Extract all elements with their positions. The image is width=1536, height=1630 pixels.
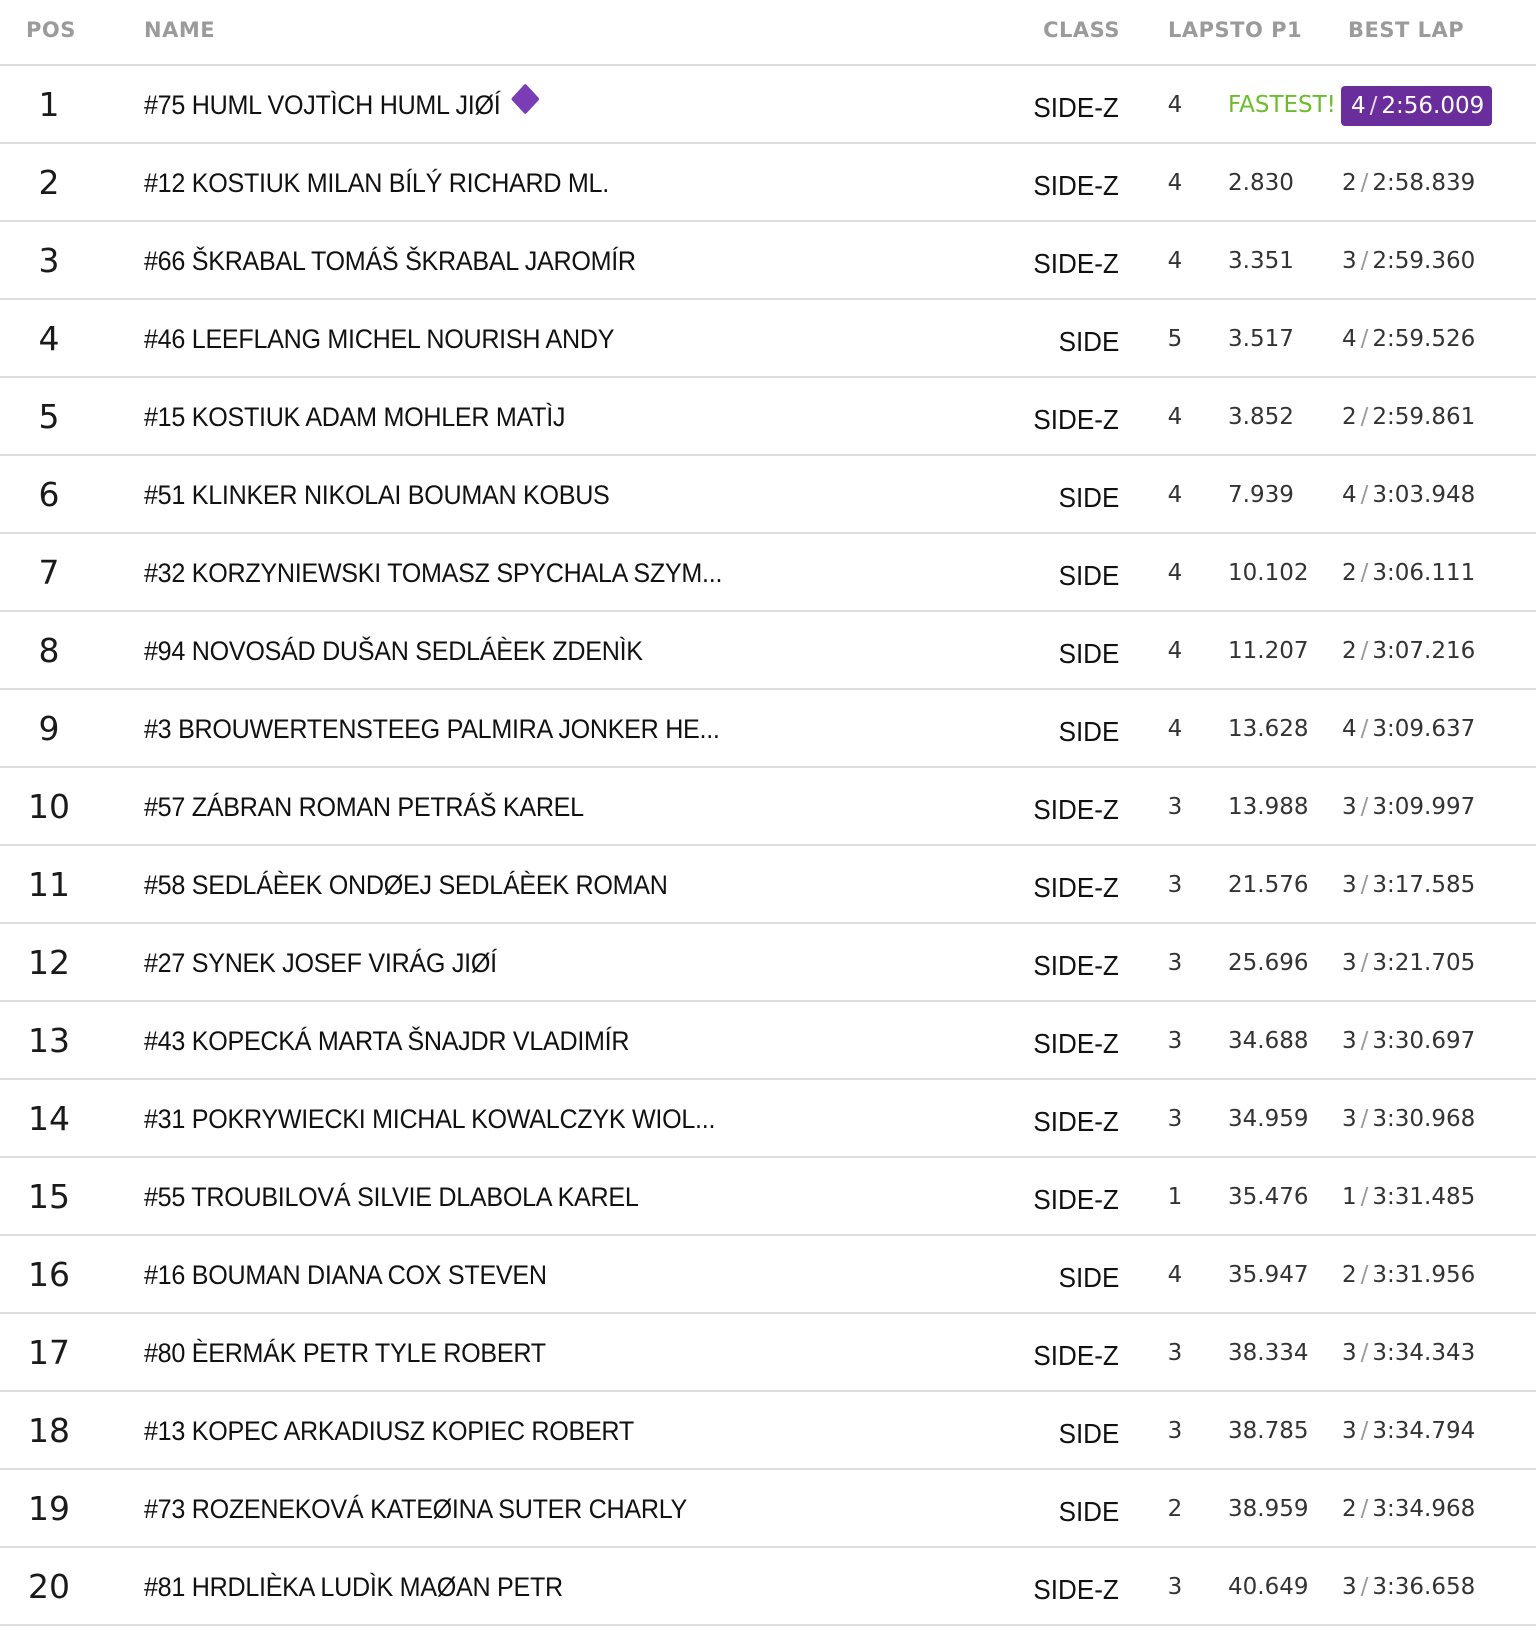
laps: 4 [1167,404,1183,430]
table-row[interactable] [0,1080,1536,1158]
laps: 3 [1167,1418,1183,1444]
gap-to-p1: 35.947 [1228,1262,1309,1288]
header-best-lap[interactable]: BEST LAP [1348,18,1465,42]
best-lap [1342,1470,1475,1546]
position: 14 [28,1099,70,1138]
table-row[interactable] [0,1236,1536,1314]
best-lap-time: 3:17.585 [1372,872,1476,898]
rider-name[interactable] [144,1548,563,1624]
best-lap-number: 2 [1342,560,1357,586]
best-lap [1342,1392,1475,1468]
rider-name[interactable] [144,1158,639,1234]
gap-to-p1: 38.785 [1228,1418,1309,1444]
laps: 3 [1167,1574,1183,1600]
position: 11 [28,865,70,904]
position: 7 [38,553,60,592]
best-lap-time: 3:30.697 [1372,1028,1476,1054]
best-lap-separator: / [1360,1574,1369,1600]
rider-name[interactable] [144,456,610,532]
table-row[interactable] [0,924,1536,1002]
laps: 4 [1167,92,1183,118]
best-lap-number: 3 [1342,1418,1357,1444]
best-lap-time: 3:03.948 [1372,482,1476,508]
position: 15 [28,1177,70,1216]
best-lap-time: 3:21.705 [1372,950,1476,976]
position: 18 [28,1411,70,1450]
laps: 5 [1167,326,1183,352]
position: 8 [38,631,60,670]
best-lap-number: 3 [1342,872,1357,898]
rider-name-text: #32 KORZYNIEWSKI TOMASZ SPYCHALA SZYM... [144,558,723,588]
rider-name[interactable] [144,690,720,766]
best-lap-separator: / [1360,1340,1369,1366]
best-lap-time: 3:30.968 [1372,1106,1476,1132]
rider-name[interactable] [144,612,643,688]
position: 5 [38,397,60,436]
best-lap-separator: / [1360,872,1369,898]
best-lap-number: 1 [1342,1184,1357,1210]
best-lap-time: 2:59.360 [1372,248,1476,274]
best-lap [1342,144,1475,220]
position: 10 [28,787,70,826]
class: SIDE-Z [1033,1184,1119,1215]
best-lap-time: 3:31.485 [1372,1184,1476,1210]
best-lap [1342,1002,1475,1078]
table-body [0,66,1536,1626]
rider-name[interactable] [144,534,722,610]
rider-name[interactable] [144,378,565,454]
best-lap [1342,768,1475,844]
rider-name[interactable] [144,1236,547,1312]
best-lap-separator: / [1360,482,1369,508]
rider-name[interactable] [144,846,668,922]
best-lap-separator: / [1360,1106,1369,1132]
laps: 4 [1167,638,1183,664]
rider-name-text: #46 LEEFLANG MICHEL NOURISH ANDY [144,324,615,354]
class: SIDE [1058,638,1119,669]
laps: 2 [1167,1496,1183,1522]
rider-name-text: #80 ÈERMÁK PETR TYLE ROBERT [144,1338,546,1368]
best-lap-number: 2 [1342,1262,1357,1288]
best-lap-number: 3 [1342,248,1357,274]
table-row[interactable] [0,300,1536,378]
laps: 4 [1167,248,1183,274]
rider-name-text: #66 ŠKRABAL TOMÁŠ ŠKRABAL JAROMÍR [144,246,636,276]
position: 13 [28,1021,70,1060]
class: SIDE-Z [1033,1340,1119,1371]
rider-name[interactable] [144,768,584,844]
best-lap-separator: / [1360,1184,1369,1210]
best-lap-time: 3:34.794 [1372,1418,1476,1444]
best-lap-number: 2 [1342,404,1357,430]
best-lap-time: 3:36.658 [1372,1574,1476,1600]
laps: 4 [1167,482,1183,508]
gap-to-p1: 2.830 [1228,170,1294,196]
rider-name-text: #12 KOSTIUK MILAN BÍLÝ RICHARD ML. [144,168,609,198]
position: 12 [28,943,70,982]
best-lap-number: 2 [1342,170,1357,196]
rider-name-text: #55 TROUBILOVÁ SILVIE DLABOLA KAREL [144,1182,639,1212]
table-header [0,0,1536,66]
gap-to-p1: 3.517 [1228,326,1294,352]
laps: 4 [1167,170,1183,196]
rider-name-text: #75 HUML VOJTÌCH HUML JIØÍ [144,90,501,120]
best-lap-time: 2:56.009 [1381,93,1485,119]
best-lap-separator: / [1360,248,1369,274]
laps: 3 [1167,1340,1183,1366]
laps: 3 [1167,1106,1183,1132]
best-lap-number: 2 [1342,638,1357,664]
diamond-icon [511,83,540,114]
best-lap-separator: / [1360,1028,1369,1054]
best-lap-time: 2:59.526 [1372,326,1476,352]
best-lap [1342,924,1475,1000]
table-row[interactable] [0,1002,1536,1080]
class: SIDE [1058,1262,1119,1293]
position: 19 [28,1489,70,1528]
best-lap-separator: / [1360,404,1369,430]
best-lap-separator: / [1360,794,1369,820]
header-class[interactable]: CLASS [1043,18,1120,42]
best-lap-separator: / [1360,716,1369,742]
class: SIDE [1058,482,1119,513]
rider-name-text: #94 NOVOSÁD DUŠAN SEDLÁÈEK ZDENÌK [144,636,643,666]
header-pos[interactable]: POS [26,18,76,42]
rider-name[interactable] [144,222,636,298]
best-lap-separator: / [1360,560,1369,586]
laps: 1 [1167,1184,1183,1210]
header-name[interactable]: NAME [144,18,216,42]
best-lap-number: 3 [1342,794,1357,820]
best-lap [1342,612,1475,688]
best-lap [1342,378,1475,454]
rider-name[interactable] [144,924,497,1000]
best-lap-highlight [1341,86,1492,126]
laps: 3 [1167,950,1183,976]
rider-name-text: #3 BROUWERTENSTEEG PALMIRA JONKER HE... [144,714,720,744]
table-row[interactable] [0,1470,1536,1548]
best-lap-time: 3:07.216 [1372,638,1476,664]
table-row[interactable] [0,846,1536,924]
rider-name[interactable] [144,144,609,220]
best-lap [1342,1314,1475,1390]
gap-to-p1: 10.102 [1228,560,1309,586]
gap-to-p1: 34.959 [1228,1106,1309,1132]
gap-to-p1: 3.852 [1228,404,1294,430]
position: 16 [28,1255,70,1294]
gap-to-p1: 13.988 [1228,794,1309,820]
position: 17 [28,1333,70,1372]
table-row[interactable] [0,690,1536,768]
class: SIDE-Z [1033,1574,1119,1605]
rider-name-text: #16 BOUMAN DIANA COX STEVEN [144,1260,547,1290]
rider-name[interactable] [144,300,614,376]
best-lap-number: 3 [1342,1028,1357,1054]
gap-to-p1: 40.649 [1228,1574,1309,1600]
laps: 4 [1167,560,1183,586]
best-lap-number: 4 [1351,93,1366,119]
class: SIDE-Z [1033,872,1119,903]
best-lap [1342,1080,1475,1156]
best-lap-number: 4 [1342,716,1357,742]
best-lap-separator: / [1360,638,1369,664]
best-lap [1342,690,1475,766]
table-row[interactable] [0,1392,1536,1470]
rider-name[interactable] [144,1392,634,1468]
rider-name[interactable] [144,66,536,142]
gap-to-p1: 38.959 [1228,1496,1309,1522]
best-lap [1342,846,1475,922]
table-row[interactable] [0,378,1536,456]
position: 20 [28,1567,70,1606]
laps: 4 [1167,716,1183,742]
laps: 4 [1167,1262,1183,1288]
class: SIDE-Z [1033,1106,1119,1137]
gap-to-p1: 3.351 [1228,248,1294,274]
gap-to-p1: 13.628 [1228,716,1309,742]
gap-to-p1: 35.476 [1228,1184,1309,1210]
best-lap-separator: / [1369,93,1378,119]
gap-to-p1: 25.696 [1228,950,1309,976]
best-lap-number: 3 [1342,1574,1357,1600]
best-lap-time: 2:59.861 [1372,404,1476,430]
best-lap-separator: / [1360,326,1369,352]
best-lap [1342,1236,1475,1312]
table-row[interactable] [0,768,1536,846]
position: 1 [38,85,60,124]
rider-name-text: #13 KOPEC ARKADIUSZ KOPIEC ROBERT [144,1416,634,1446]
rider-name[interactable] [144,1314,546,1390]
best-lap-separator: / [1360,1418,1369,1444]
best-lap-time: 3:06.111 [1372,560,1476,586]
class: SIDE [1058,1496,1119,1527]
rider-name-text: #27 SYNEK JOSEF VIRÁG JIØÍ [144,948,497,978]
best-lap-time: 3:31.956 [1372,1262,1476,1288]
rider-name-text: #15 KOSTIUK ADAM MOHLER MATÌJ [144,402,566,432]
gap-to-p1: 38.334 [1228,1340,1309,1366]
gap-to-p1: 7.939 [1228,482,1294,508]
best-lap [1342,534,1475,610]
best-lap-number: 2 [1342,1496,1357,1522]
best-lap-separator: / [1360,170,1369,196]
best-lap-number: 4 [1342,482,1357,508]
gap-to-p1: 21.576 [1228,872,1309,898]
table-row[interactable] [0,1158,1536,1236]
position: 4 [38,319,60,358]
class: SIDE-Z [1033,794,1119,825]
table-row[interactable] [0,534,1536,612]
table-row[interactable] [0,1548,1536,1626]
rider-name-text: #81 HRDLIÈKA LUDÌK MAØAN PETR [144,1572,563,1602]
best-lap [1342,222,1475,298]
class: SIDE [1058,326,1119,357]
class: SIDE-Z [1033,404,1119,435]
rider-name[interactable] [144,1080,715,1156]
best-lap-number: 3 [1342,1106,1357,1132]
rider-name-text: #51 KLINKER NIKOLAI BOUMAN KOBUS [144,480,610,510]
table-row[interactable] [0,612,1536,690]
gap-to-p1: FASTEST! [1228,92,1336,118]
best-lap-time: 3:34.968 [1372,1496,1476,1522]
best-lap-time: 3:09.997 [1372,794,1476,820]
table-row[interactable] [0,144,1536,222]
laps: 3 [1167,794,1183,820]
table-row[interactable] [0,66,1536,144]
table-row[interactable] [0,456,1536,534]
rider-name-text: #57 ZÁBRAN ROMAN PETRÁŠ KAREL [144,792,584,822]
table-row[interactable] [0,222,1536,300]
table-row[interactable] [0,1314,1536,1392]
laps: 3 [1167,1028,1183,1054]
laps: 3 [1167,872,1183,898]
best-lap-number: 4 [1342,326,1357,352]
header-laps-to-p1[interactable]: LAPSTO P1 [1168,18,1303,42]
best-lap-separator: / [1360,1262,1369,1288]
class: SIDE-Z [1033,248,1119,279]
class: SIDE [1058,716,1119,747]
best-lap-time: 3:34.343 [1372,1340,1476,1366]
best-lap [1342,1548,1475,1624]
best-lap-time: 2:58.839 [1372,170,1476,196]
position: 9 [38,709,60,748]
best-lap [1342,456,1475,532]
position: 2 [38,163,60,202]
class: SIDE-Z [1033,950,1119,981]
class: SIDE-Z [1033,170,1119,201]
rider-name-text: #58 SEDLÁÈEK ONDØEJ SEDLÁÈEK ROMAN [144,870,668,900]
position: 6 [38,475,60,514]
class: SIDE-Z [1033,92,1119,123]
gap-to-p1: 34.688 [1228,1028,1309,1054]
best-lap-separator: / [1360,1496,1369,1522]
rider-name-text: #31 POKRYWIECKI MICHAL KOWALCZYK WIOL... [144,1104,716,1134]
best-lap-time: 3:09.637 [1372,716,1476,742]
best-lap-separator: / [1360,950,1369,976]
class: SIDE [1058,560,1119,591]
rider-name-text: #43 KOPECKÁ MARTA ŠNAJDR VLADIMÍR [144,1026,630,1056]
rider-name[interactable] [144,1470,687,1546]
best-lap-number: 3 [1342,950,1357,976]
best-lap [1342,300,1475,376]
class: SIDE [1058,1418,1119,1449]
best-lap [1342,1158,1475,1234]
best-lap-number: 3 [1342,1340,1357,1366]
position: 3 [38,241,60,280]
class: SIDE-Z [1033,1028,1119,1059]
gap-to-p1: 11.207 [1228,638,1309,664]
rider-name[interactable] [144,1002,629,1078]
rider-name-text: #73 ROZENEKOVÁ KATEØINA SUTER CHARLY [144,1494,688,1524]
